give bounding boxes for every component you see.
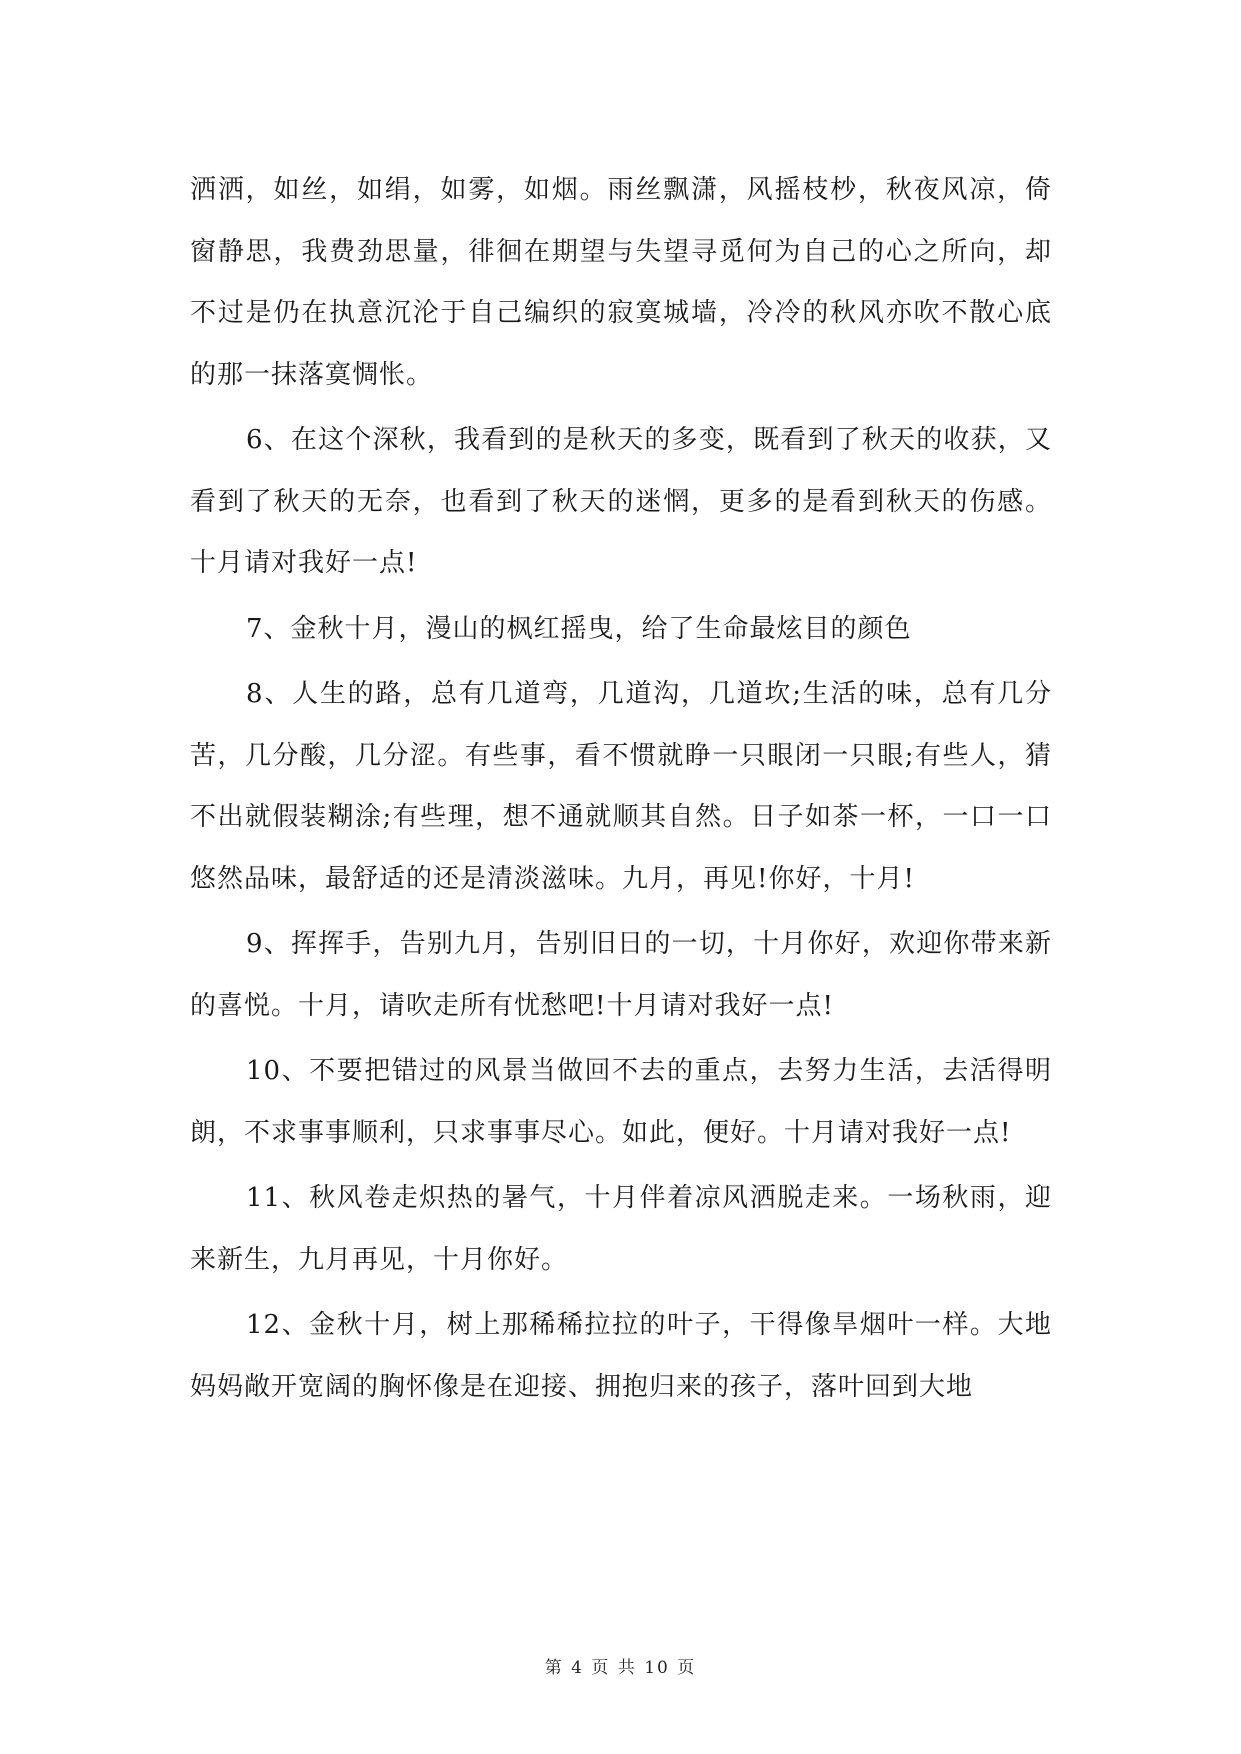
paragraph-item-6: 6、在这个深秋，我看到的是秋天的多变，既看到了秋天的收获，又看到了秋天的无奈，也看到了秋天的迷惘，更多的是看到秋天的伤感。十月请对我好一点! xyxy=(190,425,1052,578)
paragraph-item-9: 9、挥挥手，告别九月，告别旧日的一切，十月你好，欢迎你带来新的喜悦。十月，请吹走所有忧愁吧!十月请对我好一点! xyxy=(190,929,1052,1021)
paragraph-item-8: 8、人生的路，总有几道弯，几道沟，几道坎;生活的味，总有几分苦，几分酸，几分涩。有些事，看不惯就睁一只眼闭一只眼;有些人，猜不出就假装糊涂;有些理，想不通就顺其自然。日子如茶一杯，一口一口悠然品味，最舒适的还是清淡滋味。九月，再见!你好，十月! xyxy=(190,679,1052,894)
paragraph-item-7: 7、金秋十月，漫山的枫红摇曳，给了生命最炫目的颜色 xyxy=(246,613,912,644)
paragraph-continued: 洒洒，如丝，如绢，如雾，如烟。雨丝飘潇，风摇枝杪，秋夜风凉，倚窗静思，我费劲思量，徘徊在期望与失望寻觅何为自己的心之所向，却不过是仍在执意沉沦于自己编织的寂寞城墙，冷冷的秋风亦吹不散心底的那一抹落寞惆怅。 xyxy=(190,175,1052,390)
page-number-footer: 第 4 页 共 10 页 xyxy=(544,1658,697,1678)
paragraph-item-12: 12、金秋十月，树上那稀稀拉拉的叶子，干得像旱烟叶一样。大地妈妈敞开宽阔的胸怀像是在迎接、拥抱归来的孩子，落叶回到大地 xyxy=(190,1310,1052,1402)
paragraph-item-11: 11、秋风卷走炽热的暑气，十月伴着凉风洒脱走来。一场秋雨，迎来新生，九月再见，十月你好。 xyxy=(190,1183,1052,1275)
document-body xyxy=(190,160,1052,1422)
paragraph-item-10: 10、不要把错过的风景当做回不去的重点，去努力生活，去活得明朗，不求事事顺利，只求事事尽心。如此，便好。十月请对我好一点! xyxy=(190,1056,1052,1148)
